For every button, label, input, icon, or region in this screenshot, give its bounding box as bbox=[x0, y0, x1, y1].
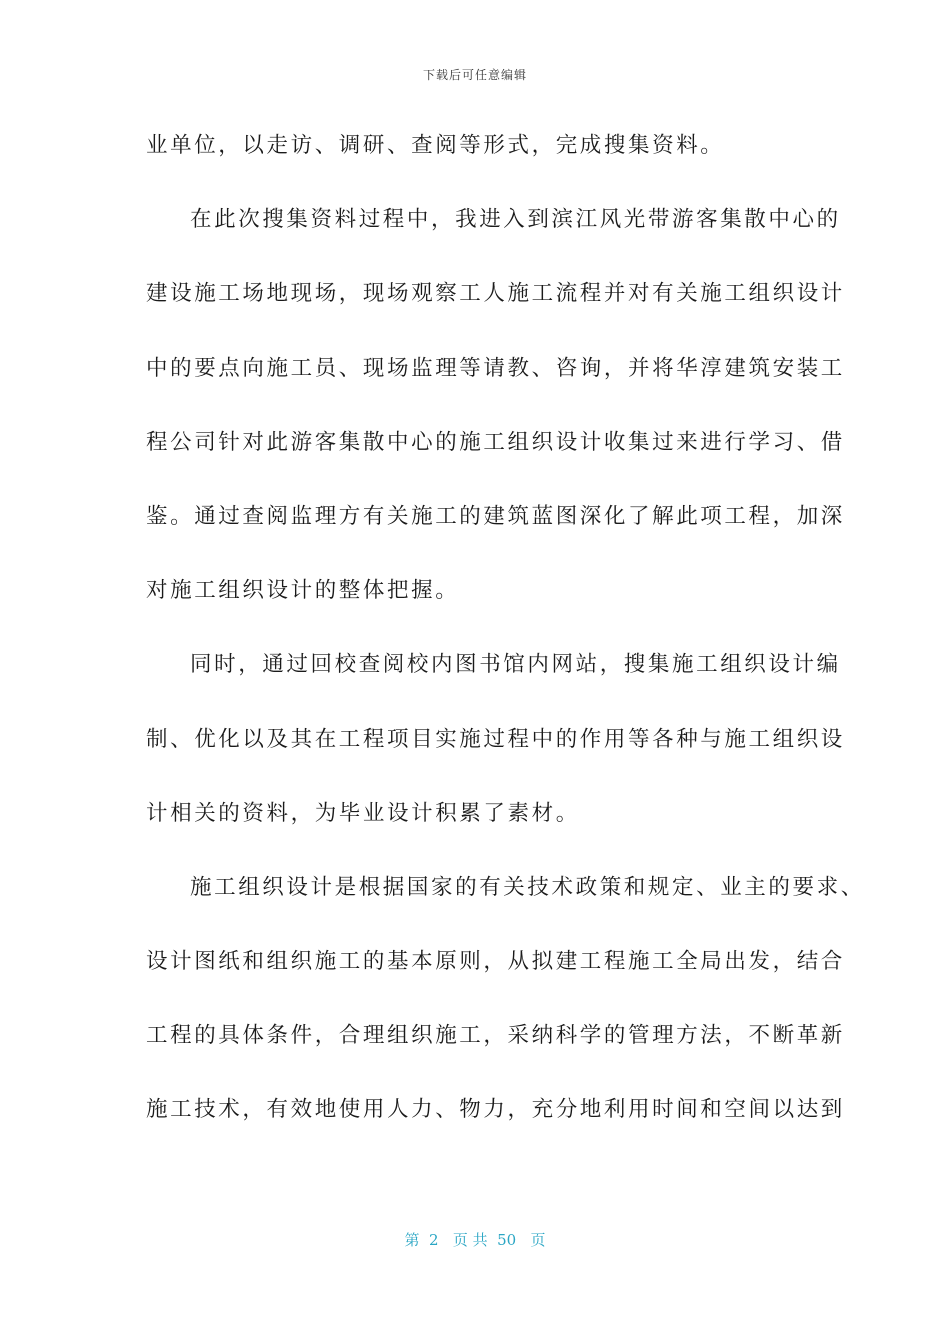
text-line: 工程的具体条件，合理组织施工，采纳科学的管理方法，不断革新 bbox=[146, 1023, 845, 1049]
text-line: 中的要点向施工员、现场监理等请教、咨询，并将华淳建筑安装工 bbox=[146, 355, 845, 381]
text-line: 在此次搜集资料过程中，我进入到滨江风光带游客集散中心的 bbox=[190, 207, 841, 233]
document-body bbox=[146, 126, 865, 1165]
text-line: 建设施工场地现场，现场观察工人施工流程并对有关施工组织设计 bbox=[146, 281, 845, 307]
page-header: 下载后可任意编辑 bbox=[422, 68, 527, 82]
text-line: 施工技术，有效地使用人力、物力，充分地利用时间和空间以达到 bbox=[146, 1097, 845, 1123]
text-line: 设计图纸和组织施工的基本原则，从拟建工程施工全局出发，结合 bbox=[146, 949, 845, 975]
text-line: 程公司针对此游客集散中心的施工组织设计收集过来进行学习、借 bbox=[146, 429, 845, 455]
text-line: 对施工组织设计的整体把握。 bbox=[146, 578, 460, 604]
page-number-footer: 第 2 页 共 50 页 bbox=[404, 1231, 546, 1249]
text-line: 施工组织设计是根据国家的有关技术政策和规定、业主的要求、 bbox=[190, 874, 865, 900]
text-line: 同时，通过回校查阅校内图书馆内网站，搜集施工组织设计编 bbox=[190, 652, 841, 678]
text-line: 业单位，以走访、调研、查阅等形式，完成搜集资料。 bbox=[146, 133, 725, 158]
text-line: 鉴。通过查阅监理方有关施工的建筑蓝图深化了解此项工程，加深 bbox=[146, 503, 845, 529]
text-line: 计相关的资料，为毕业设计积累了素材。 bbox=[146, 800, 580, 826]
text-line: 制、优化以及其在工程项目实施过程中的作用等各种与施工组织设 bbox=[146, 726, 845, 752]
